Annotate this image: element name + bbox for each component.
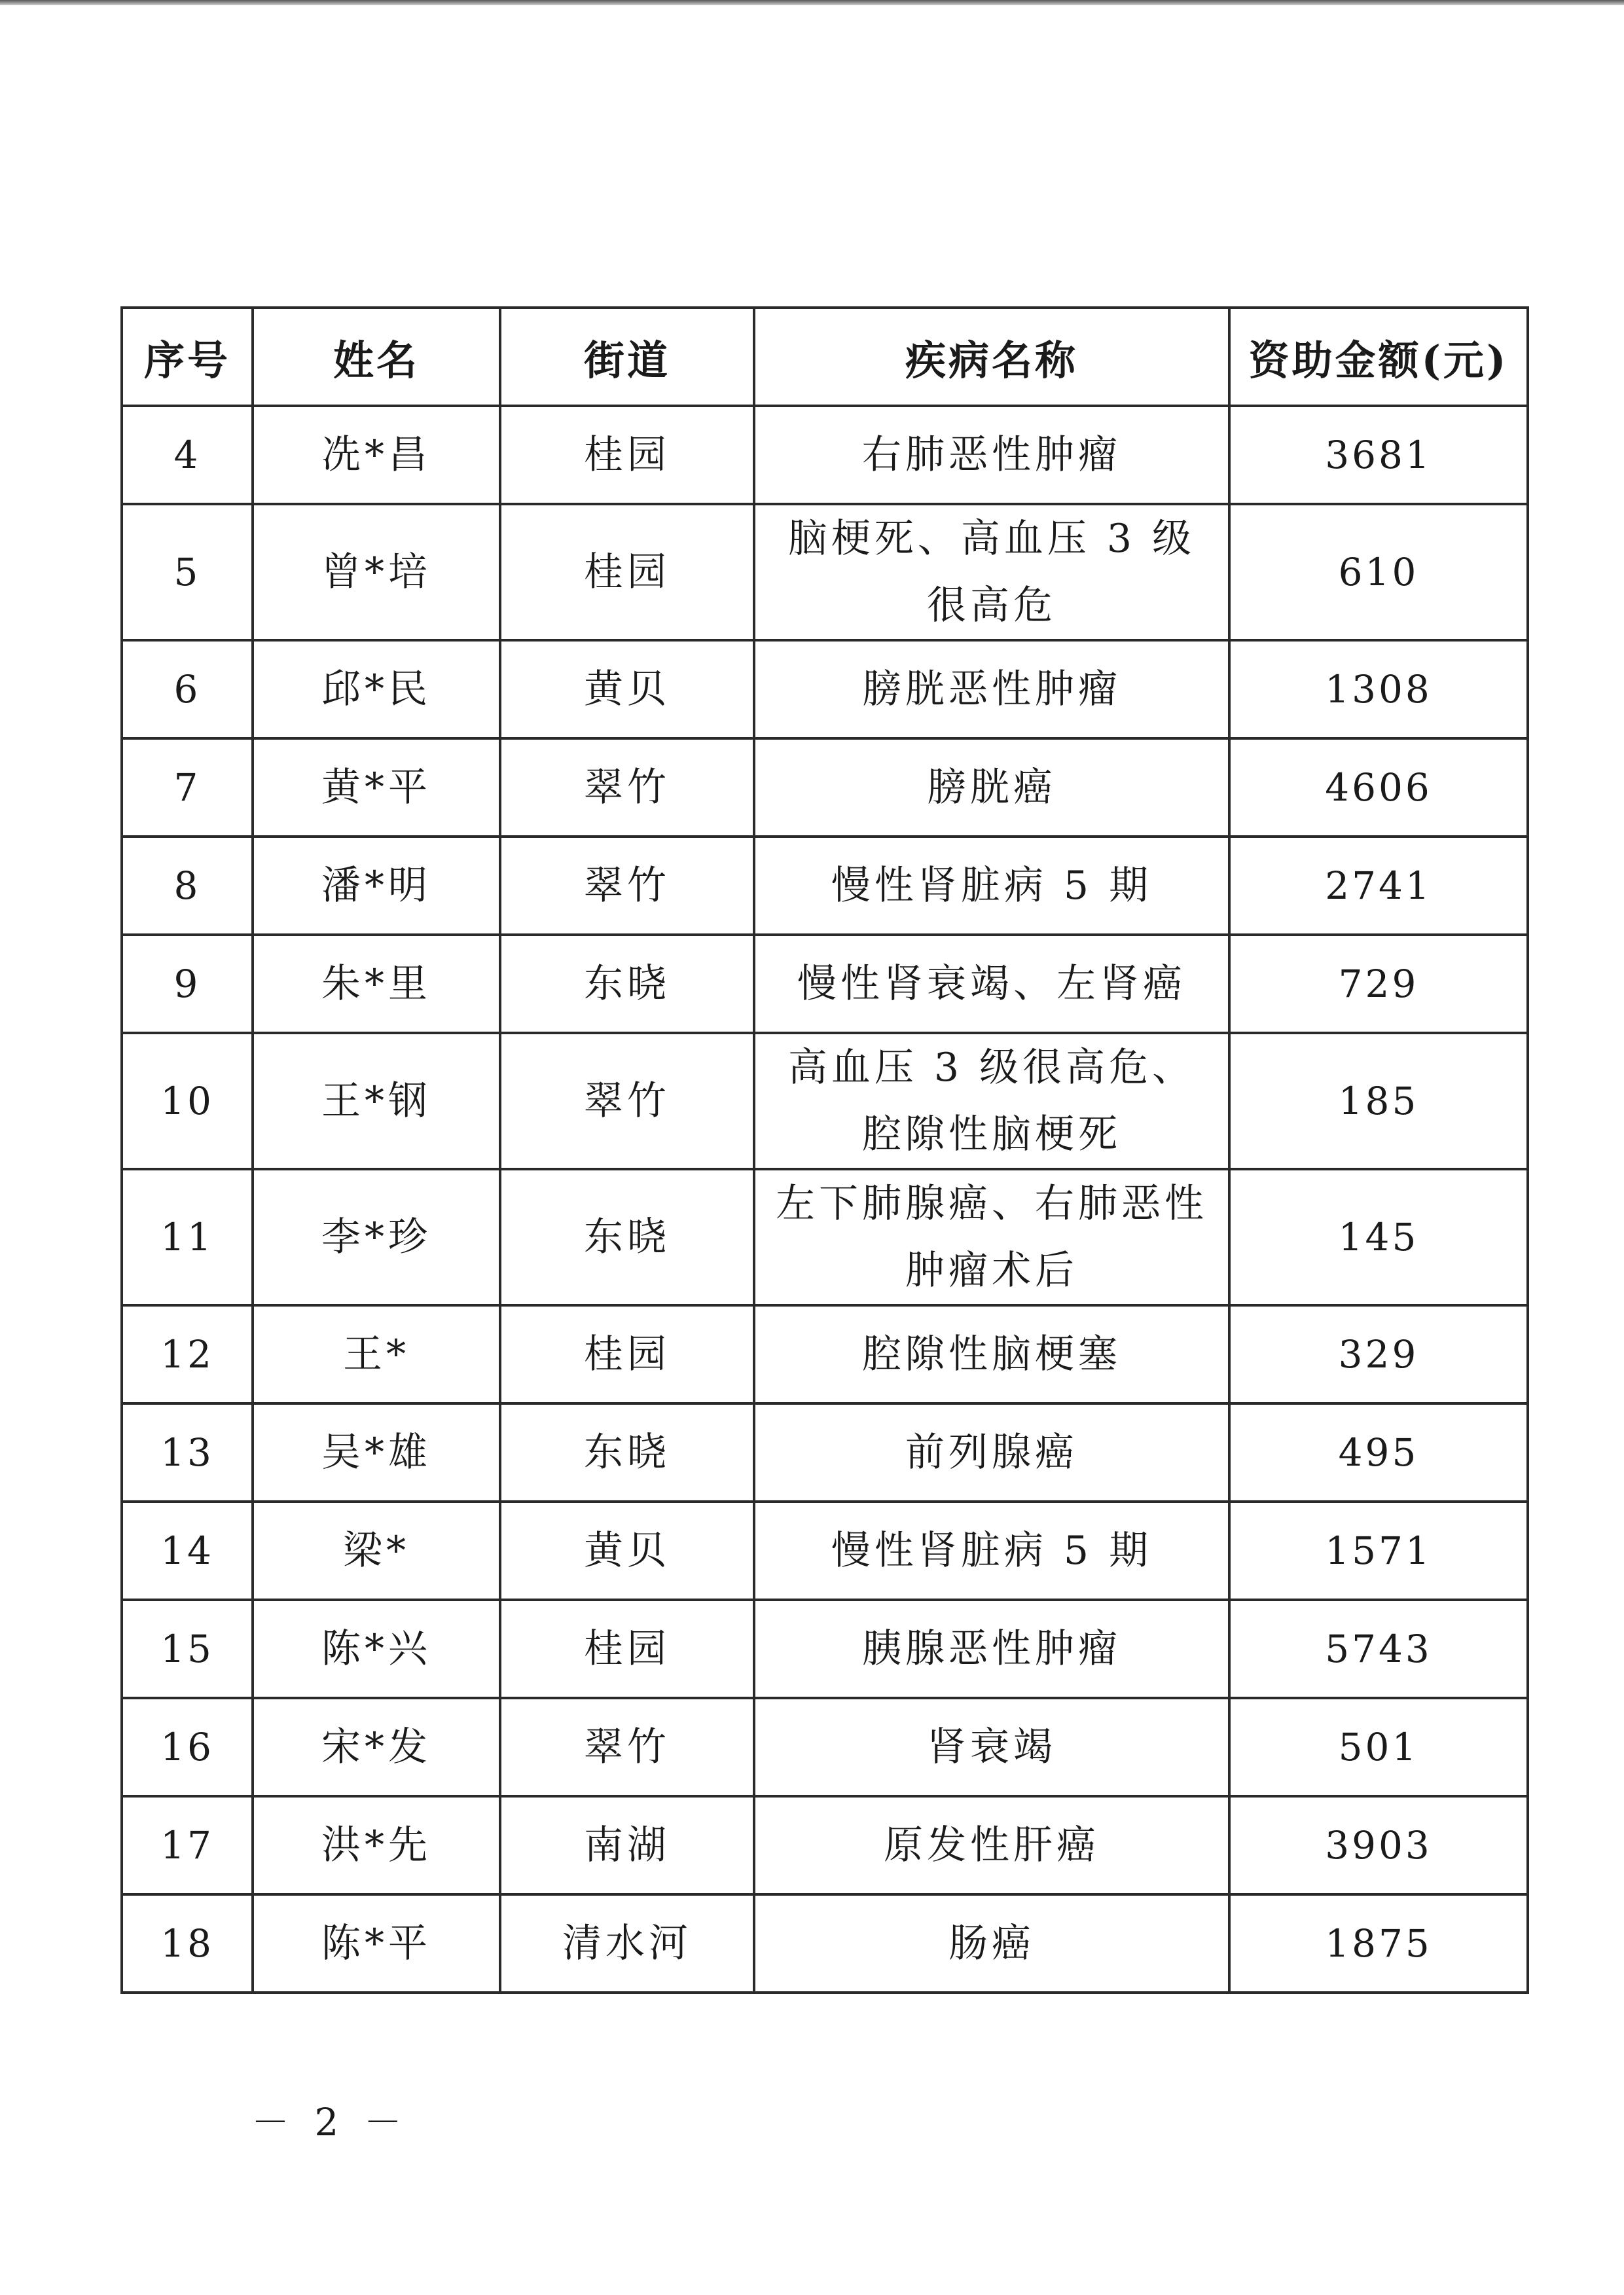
cell-disease: 肾衰竭 xyxy=(754,1698,1229,1796)
cell-index: 14 xyxy=(122,1502,253,1600)
cell-name: 陈*平 xyxy=(253,1894,500,1993)
cell-street: 翠竹 xyxy=(500,738,754,837)
table-row xyxy=(122,738,1528,837)
cell-amount: 145 xyxy=(1229,1169,1528,1305)
cell-name: 吴*雄 xyxy=(253,1403,500,1502)
cell-index: 15 xyxy=(122,1600,253,1698)
header-name: 姓名 xyxy=(253,308,500,406)
cell-disease: 前列腺癌 xyxy=(754,1403,1229,1502)
table-row xyxy=(122,640,1528,738)
table-row xyxy=(122,935,1528,1033)
cell-street: 桂园 xyxy=(500,406,754,504)
table-row xyxy=(122,1600,1528,1698)
cell-name: 冼*昌 xyxy=(253,406,500,504)
cell-index: 4 xyxy=(122,406,253,504)
cell-amount: 185 xyxy=(1229,1033,1528,1169)
cell-amount: 3681 xyxy=(1229,406,1528,504)
cell-street: 翠竹 xyxy=(500,1698,754,1796)
cell-amount: 501 xyxy=(1229,1698,1528,1796)
cell-street: 东晓 xyxy=(500,935,754,1033)
cell-street: 桂园 xyxy=(500,504,754,640)
table-row xyxy=(122,1033,1528,1169)
cell-street: 黄贝 xyxy=(500,1502,754,1600)
cell-name: 宋*发 xyxy=(253,1698,500,1796)
cell-street: 黄贝 xyxy=(500,640,754,738)
cell-disease: 原发性肝癌 xyxy=(754,1796,1229,1894)
cell-disease: 慢性肾衰竭、左肾癌 xyxy=(754,935,1229,1033)
cell-disease: 肠癌 xyxy=(754,1894,1229,1993)
table-row xyxy=(122,406,1528,504)
cell-disease: 膀胱癌 xyxy=(754,738,1229,837)
cell-amount: 4606 xyxy=(1229,738,1528,837)
cell-name: 王* xyxy=(253,1305,500,1403)
cell-index: 9 xyxy=(122,935,253,1033)
cell-index: 6 xyxy=(122,640,253,738)
cell-amount: 1875 xyxy=(1229,1894,1528,1993)
cell-name: 曾*培 xyxy=(253,504,500,640)
cell-amount: 610 xyxy=(1229,504,1528,640)
cell-amount: 3903 xyxy=(1229,1796,1528,1894)
cell-disease: 左下肺腺癌、右肺恶性肿瘤术后 xyxy=(754,1169,1229,1305)
cell-amount: 1308 xyxy=(1229,640,1528,738)
cell-amount: 729 xyxy=(1229,935,1528,1033)
table-row xyxy=(122,1796,1528,1894)
cell-amount: 329 xyxy=(1229,1305,1528,1403)
table-row xyxy=(122,837,1528,935)
cell-disease: 胰腺恶性肿瘤 xyxy=(754,1600,1229,1698)
cell-index: 11 xyxy=(122,1169,253,1305)
cell-disease: 脑梗死、高血压 3 级很高危 xyxy=(754,504,1229,640)
page-number: － 2 － xyxy=(251,2100,408,2144)
table-row xyxy=(122,1894,1528,1993)
cell-index: 12 xyxy=(122,1305,253,1403)
header-disease: 疾病名称 xyxy=(754,308,1229,406)
cell-name: 黄*平 xyxy=(253,738,500,837)
cell-street: 翠竹 xyxy=(500,1033,754,1169)
cell-index: 8 xyxy=(122,837,253,935)
cell-index: 7 xyxy=(122,738,253,837)
cell-street: 桂园 xyxy=(500,1305,754,1403)
cell-disease: 高血压 3 级很高危、腔隙性脑梗死 xyxy=(754,1033,1229,1169)
cell-name: 洪*先 xyxy=(253,1796,500,1894)
cell-street: 翠竹 xyxy=(500,837,754,935)
cell-index: 5 xyxy=(122,504,253,640)
table-header-row xyxy=(122,308,1528,406)
cell-street: 南湖 xyxy=(500,1796,754,1894)
cell-name: 邱*民 xyxy=(253,640,500,738)
cell-name: 梁* xyxy=(253,1502,500,1600)
cell-street: 清水河 xyxy=(500,1894,754,1993)
assistance-table-container xyxy=(120,306,1526,1994)
cell-disease: 右肺恶性肿瘤 xyxy=(754,406,1229,504)
cell-name: 陈*兴 xyxy=(253,1600,500,1698)
scan-top-edge xyxy=(0,0,1624,5)
cell-name: 潘*明 xyxy=(253,837,500,935)
header-amount: 资助金额(元) xyxy=(1229,308,1528,406)
table-row xyxy=(122,504,1528,640)
cell-name: 朱*里 xyxy=(253,935,500,1033)
cell-amount: 2741 xyxy=(1229,837,1528,935)
cell-name: 李*珍 xyxy=(253,1169,500,1305)
assistance-table xyxy=(120,306,1529,1994)
cell-amount: 495 xyxy=(1229,1403,1528,1502)
cell-street: 东晓 xyxy=(500,1169,754,1305)
cell-index: 10 xyxy=(122,1033,253,1169)
cell-disease: 腔隙性脑梗塞 xyxy=(754,1305,1229,1403)
cell-street: 东晓 xyxy=(500,1403,754,1502)
table-row xyxy=(122,1305,1528,1403)
header-street: 街道 xyxy=(500,308,754,406)
cell-amount: 5743 xyxy=(1229,1600,1528,1698)
table-row xyxy=(122,1502,1528,1600)
cell-street: 桂园 xyxy=(500,1600,754,1698)
cell-index: 18 xyxy=(122,1894,253,1993)
cell-index: 17 xyxy=(122,1796,253,1894)
cell-amount: 1571 xyxy=(1229,1502,1528,1600)
cell-disease: 膀胱恶性肿瘤 xyxy=(754,640,1229,738)
cell-index: 13 xyxy=(122,1403,253,1502)
header-index: 序号 xyxy=(122,308,253,406)
cell-disease: 慢性肾脏病 5 期 xyxy=(754,1502,1229,1600)
cell-name: 王*钢 xyxy=(253,1033,500,1169)
cell-index: 16 xyxy=(122,1698,253,1796)
table-row xyxy=(122,1403,1528,1502)
table-row xyxy=(122,1169,1528,1305)
table-row xyxy=(122,1698,1528,1796)
cell-disease: 慢性肾脏病 5 期 xyxy=(754,837,1229,935)
